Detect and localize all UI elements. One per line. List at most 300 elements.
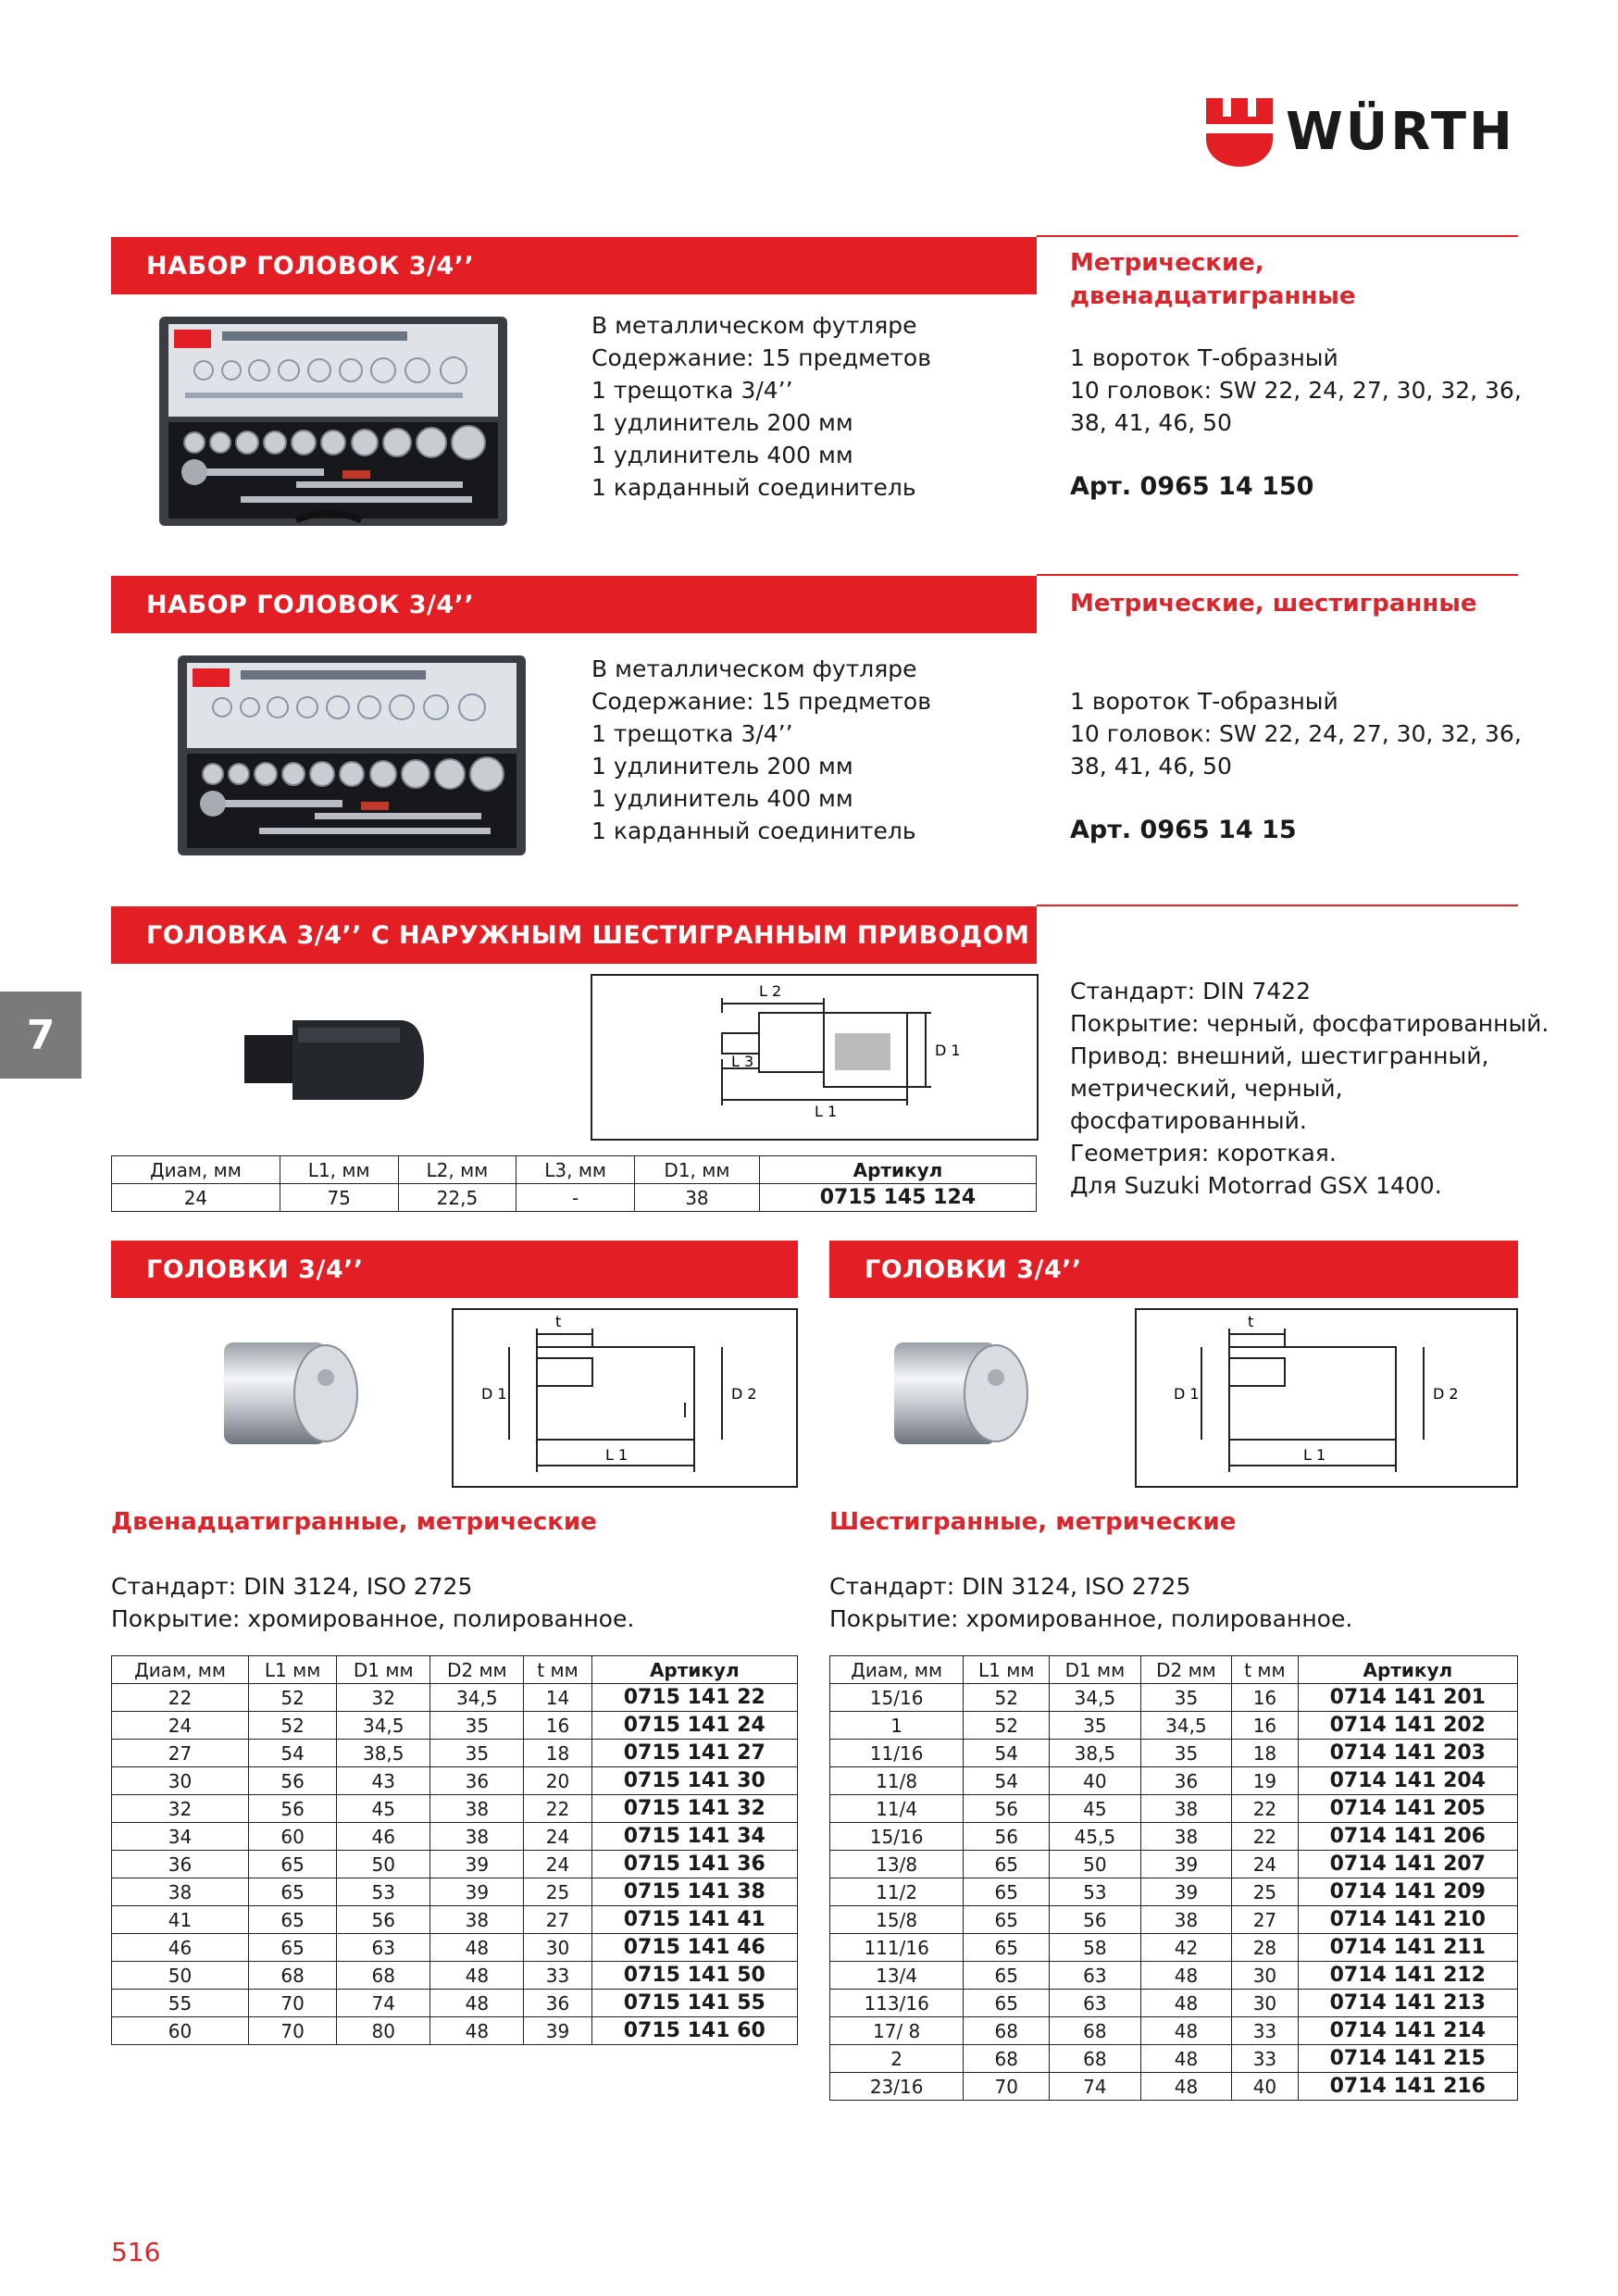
drawing-label: D 1 <box>935 1042 961 1059</box>
table-cell: 27 <box>1232 1906 1298 1934</box>
table-cell: 33 <box>1232 2045 1298 2073</box>
table-cell: 58 <box>1050 1934 1141 1962</box>
table-cell-article: 0714 141 216 <box>1298 2073 1517 2101</box>
table-row <box>112 1684 798 1712</box>
table-cell: 54 <box>964 1740 1050 1767</box>
table-cell: 70 <box>248 2017 336 2045</box>
column-header: Артикул <box>759 1156 1036 1184</box>
table-cell-article: 0714 141 206 <box>1298 1823 1517 1851</box>
description-line: 1 удлинитель 200 мм <box>591 753 853 780</box>
table-cell: 30 <box>1232 1990 1298 2017</box>
table-cell: 13/8 <box>830 1851 964 1878</box>
table-cell: 22 <box>112 1684 249 1712</box>
drawing-label: L 3 <box>731 1053 754 1070</box>
table-cell: 23/16 <box>830 2073 964 2101</box>
column-header: L2, мм <box>398 1156 517 1184</box>
table-cell-article: 0715 141 27 <box>591 1740 797 1767</box>
table-row <box>112 1184 1037 1212</box>
table-cell: 70 <box>964 2073 1050 2101</box>
table-cell-article: 0715 141 38 <box>591 1878 797 1906</box>
table-cell: 36 <box>1140 1767 1232 1795</box>
table-cell: 15/16 <box>830 1684 964 1712</box>
set-description <box>591 653 931 847</box>
table-cell: 15/16 <box>830 1823 964 1851</box>
table-row <box>112 1906 798 1934</box>
set-contents <box>1070 685 1522 782</box>
table-cell: 22 <box>1232 1795 1298 1823</box>
table-cell: 56 <box>964 1823 1050 1851</box>
table-row <box>830 1934 1518 1962</box>
spec-line: Геометрия: короткая. <box>1070 1140 1337 1167</box>
table-row <box>830 1684 1518 1712</box>
section-title-bar <box>111 237 1037 294</box>
column-header: t мм <box>524 1656 591 1684</box>
table-cell-article: 0715 141 41 <box>591 1906 797 1934</box>
table-cell: 40 <box>1050 1767 1141 1795</box>
section-title-bar <box>111 906 1037 964</box>
spec-line: Покрытие: черный, фосфатированный. <box>1070 1010 1550 1037</box>
table-row <box>112 1795 798 1823</box>
table-cell: 35 <box>430 1740 524 1767</box>
table-cell: 53 <box>337 1878 430 1906</box>
table-cell: 18 <box>1232 1740 1298 1767</box>
section-rule <box>1037 905 1518 906</box>
table-cell: 65 <box>964 1906 1050 1934</box>
table-cell-article: 0715 141 22 <box>591 1684 797 1712</box>
table-cell: 11/2 <box>830 1878 964 1906</box>
table-cell: 54 <box>248 1740 336 1767</box>
table-cell: 11/8 <box>830 1767 964 1795</box>
table-row <box>112 1740 798 1767</box>
table-cell: 25 <box>524 1878 591 1906</box>
table-cell: 48 <box>1140 2017 1232 2045</box>
table-cell: 34,5 <box>337 1712 430 1740</box>
contents-line: 38, 41, 46, 50 <box>1070 409 1232 436</box>
table-cell: 24 <box>112 1184 280 1212</box>
table-row <box>112 1990 798 2017</box>
table-cell: 38,5 <box>1050 1740 1141 1767</box>
table-row <box>830 2017 1518 2045</box>
table-row <box>830 1740 1518 1767</box>
drawing-label: D 1 <box>481 1385 507 1403</box>
table-cell: 30 <box>524 1934 591 1962</box>
set-description <box>591 309 931 504</box>
table-row <box>830 1990 1518 2017</box>
spec-line: Для Suzuki Motorrad GSX 1400. <box>1070 1172 1442 1199</box>
twelvepoint-specs <box>111 1570 634 1635</box>
table-cell-article: 0714 141 205 <box>1298 1795 1517 1823</box>
column-header: Диам, мм <box>830 1656 964 1684</box>
table-row <box>112 1851 798 1878</box>
section-rule <box>1037 235 1518 237</box>
column-header: t мм <box>1232 1656 1298 1684</box>
description-line: 1 трещотка 3/4’’ <box>591 377 793 404</box>
table-cell-article: 0714 141 203 <box>1298 1740 1517 1767</box>
table-cell: 60 <box>248 1823 336 1851</box>
table-cell: 56 <box>1050 1906 1141 1934</box>
table-cell-article: 0714 141 213 <box>1298 1990 1517 2017</box>
section-rule <box>1037 574 1518 576</box>
section-title: ГОЛОВКИ 3/4’’ <box>146 1254 364 1284</box>
table-cell-article: 0714 141 207 <box>1298 1851 1517 1878</box>
table-cell: 39 <box>1140 1878 1232 1906</box>
table-cell-article: 0715 141 24 <box>591 1712 797 1740</box>
table-cell-article: 0714 141 215 <box>1298 2045 1517 2073</box>
contents-line: 10 головок: SW 22, 24, 27, 30, 32, 36, <box>1070 720 1522 747</box>
column-header: Артикул <box>591 1656 797 1684</box>
table-cell-article: 0715 141 32 <box>591 1795 797 1823</box>
table-row <box>112 2017 798 2045</box>
spec-line: Стандарт: DIN 3124, ISO 2725 <box>111 1573 473 1600</box>
table-cell-article: 0715 141 34 <box>591 1823 797 1851</box>
column-header: L1, мм <box>280 1156 398 1184</box>
table-cell: 38 <box>430 1795 524 1823</box>
table-row <box>830 1906 1518 1934</box>
table-cell: 32 <box>337 1684 430 1712</box>
table-cell: 34 <box>112 1823 249 1851</box>
table-cell: 11/4 <box>830 1795 964 1823</box>
table-cell: 54 <box>964 1767 1050 1795</box>
table-cell: 68 <box>1050 2017 1141 2045</box>
table-cell: 2 <box>830 2045 964 2073</box>
table-cell: 17/ 8 <box>830 2017 964 2045</box>
table-cell: 63 <box>337 1934 430 1962</box>
table-cell-article: 0714 141 201 <box>1298 1684 1517 1712</box>
table-cell: 22 <box>1232 1823 1298 1851</box>
table-cell-article: 0715 141 55 <box>591 1990 797 2017</box>
table-cell: 65 <box>964 1878 1050 1906</box>
table-cell-article: 0714 141 204 <box>1298 1767 1517 1795</box>
table-cell: 48 <box>1140 1990 1232 2017</box>
table-cell: 68 <box>964 2017 1050 2045</box>
drawing-label: L 1 <box>1303 1446 1326 1464</box>
table-cell: 35 <box>1140 1740 1232 1767</box>
table-cell-article: 0714 141 212 <box>1298 1962 1517 1990</box>
table-cell: 22 <box>524 1795 591 1823</box>
table-cell: 39 <box>524 2017 591 2045</box>
spec-line: Стандарт: DIN 3124, ISO 2725 <box>829 1573 1191 1600</box>
column-header: D1 мм <box>1050 1656 1141 1684</box>
table-cell: 35 <box>1140 1684 1232 1712</box>
table-cell: 25 <box>1232 1878 1298 1906</box>
column-header: L1 мм <box>964 1656 1050 1684</box>
twelvepoint-spec-table <box>111 1655 798 2045</box>
table-cell: 68 <box>337 1962 430 1990</box>
table-row <box>830 1795 1518 1823</box>
table-cell: 16 <box>1232 1712 1298 1740</box>
spec-line: метрический, черный, <box>1070 1075 1343 1102</box>
table-cell-article: 0714 141 210 <box>1298 1906 1517 1934</box>
drawing-label: t <box>1248 1313 1254 1330</box>
table-cell: 33 <box>1232 2017 1298 2045</box>
contents-line: 1 вороток Т-образный <box>1070 344 1338 371</box>
column-header: D1, мм <box>634 1156 759 1184</box>
table-cell: 20 <box>524 1767 591 1795</box>
contents-line: 10 головок: SW 22, 24, 27, 30, 32, 36, <box>1070 377 1522 404</box>
table-row <box>830 1767 1518 1795</box>
table-cell: 30 <box>112 1767 249 1795</box>
table-cell: 24 <box>524 1823 591 1851</box>
twelvepoint-socket-drawing <box>452 1308 798 1488</box>
table-cell: 113/16 <box>830 1990 964 2017</box>
description-line: 1 удлинитель 400 мм <box>591 785 853 812</box>
socket-set-case-photo <box>157 315 509 528</box>
chrome-socket-photo <box>215 1333 372 1454</box>
table-cell: 65 <box>248 1878 336 1906</box>
table-cell: 68 <box>964 2045 1050 2073</box>
table-cell: 65 <box>248 1851 336 1878</box>
description-line: 1 карданный соединитель <box>591 817 916 844</box>
table-cell: 48 <box>430 1962 524 1990</box>
table-cell: 68 <box>248 1962 336 1990</box>
section-subtitle: Метрические, шестигранные <box>1070 590 1477 618</box>
sixpoint-socket-drawing <box>1135 1308 1518 1488</box>
table-cell: 34,5 <box>430 1684 524 1712</box>
table-cell: 65 <box>248 1934 336 1962</box>
table-cell: 32 <box>112 1795 249 1823</box>
drawing-label: D 1 <box>1174 1385 1200 1403</box>
table-cell: 50 <box>1050 1851 1141 1878</box>
description-line: Содержание: 15 предметов <box>591 688 931 715</box>
table-cell-article: 0715 141 36 <box>591 1851 797 1878</box>
table-header-row <box>112 1156 1037 1184</box>
table-cell: 24 <box>1232 1851 1298 1878</box>
section-title: НАБОР ГОЛОВОК 3/4’’ <box>146 251 475 281</box>
table-cell: 35 <box>430 1712 524 1740</box>
table-cell: 22,5 <box>398 1184 517 1212</box>
section-title-bar <box>829 1241 1518 1298</box>
column-header: Артикул <box>1298 1656 1517 1684</box>
table-cell: - <box>517 1184 635 1212</box>
table-cell: 42 <box>1140 1934 1232 1962</box>
table-cell: 38 <box>634 1184 759 1212</box>
description-line: 1 трещотка 3/4’’ <box>591 720 793 747</box>
table-row <box>112 1712 798 1740</box>
table-row <box>830 1823 1518 1851</box>
table-cell: 46 <box>337 1823 430 1851</box>
description-line: В металлическом футляре <box>591 655 917 682</box>
table-cell: 48 <box>430 2017 524 2045</box>
section-subtitle: Двенадцатигранные, метрические <box>111 1508 597 1536</box>
section-title-bar <box>111 1241 798 1298</box>
table-cell: 45 <box>337 1795 430 1823</box>
contents-line: 38, 41, 46, 50 <box>1070 753 1232 780</box>
column-header: L1 мм <box>248 1656 336 1684</box>
table-cell: 36 <box>430 1767 524 1795</box>
table-cell: 39 <box>430 1878 524 1906</box>
table-cell: 38 <box>1140 1906 1232 1934</box>
column-header: D2 мм <box>1140 1656 1232 1684</box>
drawing-label: D 2 <box>731 1385 757 1403</box>
table-cell: 45 <box>1050 1795 1141 1823</box>
column-header: D1 мм <box>337 1656 430 1684</box>
contents-line: 1 вороток Т-образный <box>1070 688 1338 715</box>
description-line: 1 удлинитель 200 мм <box>591 409 853 436</box>
chapter-tab: 7 <box>0 992 81 1079</box>
table-row <box>112 1962 798 1990</box>
sixpoint-spec-table <box>829 1655 1518 2101</box>
section-subtitle: Метрические, двенадцатигранные <box>1070 249 1356 310</box>
drawing-label: L 1 <box>605 1446 629 1464</box>
table-cell: 39 <box>430 1851 524 1878</box>
table-row <box>830 2073 1518 2101</box>
table-header-row <box>830 1656 1518 1684</box>
table-cell: 52 <box>248 1684 336 1712</box>
drawing-label: D 2 <box>1433 1385 1459 1403</box>
table-row <box>112 1878 798 1906</box>
table-cell: 39 <box>1140 1851 1232 1878</box>
table-cell: 15/8 <box>830 1906 964 1934</box>
table-cell: 24 <box>112 1712 249 1740</box>
table-row <box>112 1823 798 1851</box>
drawing-label: L 2 <box>759 982 782 1000</box>
section-title: ГОЛОВКА 3/4’’ С НАРУЖНЫМ ШЕСТИГРАННЫМ ПРИВОДОМ <box>146 920 1030 950</box>
table-cell: 34,5 <box>1140 1712 1232 1740</box>
table-cell: 65 <box>248 1906 336 1934</box>
section-subtitle: Шестигранные, метрические <box>829 1508 1237 1536</box>
table-cell: 56 <box>248 1795 336 1823</box>
table-cell: 65 <box>964 1990 1050 2017</box>
table-cell: 65 <box>964 1962 1050 1990</box>
table-cell-article: 0715 141 46 <box>591 1934 797 1962</box>
table-cell: 43 <box>337 1767 430 1795</box>
hexdrive-specs <box>1070 975 1549 1202</box>
table-cell: 65 <box>964 1851 1050 1878</box>
table-cell: 30 <box>1232 1962 1298 1990</box>
table-cell: 52 <box>248 1712 336 1740</box>
table-cell: 63 <box>1050 1962 1141 1990</box>
table-cell: 52 <box>964 1684 1050 1712</box>
table-row <box>830 1851 1518 1878</box>
table-cell-article: 0714 141 202 <box>1298 1712 1517 1740</box>
table-cell-article: 0715 145 124 <box>759 1184 1036 1212</box>
table-cell: 45,5 <box>1050 1823 1141 1851</box>
table-cell: 65 <box>964 1934 1050 1962</box>
table-cell: 27 <box>524 1906 591 1934</box>
section-title: НАБОР ГОЛОВОК 3/4’’ <box>146 590 475 619</box>
socket-set-case-photo <box>176 654 528 857</box>
table-cell: 46 <box>112 1934 249 1962</box>
table-cell: 63 <box>1050 1990 1141 2017</box>
drawing-label: t <box>555 1313 562 1330</box>
table-row <box>830 1962 1518 1990</box>
table-cell: 41 <box>112 1906 249 1934</box>
chrome-socket-photo <box>885 1333 1042 1454</box>
table-cell: 19 <box>1232 1767 1298 1795</box>
table-cell: 48 <box>1140 2073 1232 2101</box>
table-row <box>112 1934 798 1962</box>
table-cell: 14 <box>524 1684 591 1712</box>
table-cell: 56 <box>248 1767 336 1795</box>
spec-line: фосфатированный. <box>1070 1107 1307 1134</box>
hexdrive-spec-table <box>111 1155 1037 1212</box>
table-cell: 80 <box>337 2017 430 2045</box>
spec-line: Покрытие: хромированное, полированное. <box>829 1605 1353 1632</box>
table-row <box>830 1878 1518 1906</box>
table-row <box>830 2045 1518 2073</box>
table-cell: 38 <box>112 1878 249 1906</box>
table-cell: 60 <box>112 2017 249 2045</box>
spec-line: Покрытие: хромированное, полированное. <box>111 1605 635 1632</box>
table-cell: 28 <box>1232 1934 1298 1962</box>
table-cell: 34,5 <box>1050 1684 1141 1712</box>
table-cell: 38 <box>1140 1823 1232 1851</box>
table-cell-article: 0714 141 214 <box>1298 2017 1517 2045</box>
table-cell: 40 <box>1232 2073 1298 2101</box>
table-cell: 38 <box>430 1906 524 1934</box>
table-cell: 50 <box>112 1962 249 1990</box>
spec-line: Привод: внешний, шестигранный, <box>1070 1042 1489 1069</box>
article-number: Арт. 0965 14 150 <box>1070 472 1314 501</box>
drawing-label: L 1 <box>815 1103 838 1120</box>
table-header-row <box>112 1656 798 1684</box>
wurth-logo <box>1206 96 1521 167</box>
table-cell: 27 <box>112 1740 249 1767</box>
table-cell: 48 <box>430 1934 524 1962</box>
table-cell: 48 <box>1140 1962 1232 1990</box>
description-line: 1 удлинитель 400 мм <box>591 442 853 468</box>
article-number: Арт. 0965 14 15 <box>1070 816 1297 844</box>
brand-name: WÜRTH <box>1286 102 1515 162</box>
description-line: 1 карданный соединитель <box>591 474 916 501</box>
table-cell: 56 <box>337 1906 430 1934</box>
hex-drive-socket-drawing <box>591 974 1039 1141</box>
table-cell: 53 <box>1050 1878 1141 1906</box>
column-header: L3, мм <box>517 1156 635 1184</box>
table-cell: 52 <box>964 1712 1050 1740</box>
table-cell: 55 <box>112 1990 249 2017</box>
table-cell: 35 <box>1050 1712 1141 1740</box>
wurth-logo-icon <box>1206 98 1273 167</box>
table-cell: 36 <box>524 1990 591 2017</box>
table-cell: 36 <box>112 1851 249 1878</box>
table-cell-article: 0714 141 211 <box>1298 1934 1517 1962</box>
section-title-bar <box>111 576 1037 633</box>
table-cell: 16 <box>524 1712 591 1740</box>
table-cell: 111/16 <box>830 1934 964 1962</box>
column-header: Диам, мм <box>112 1656 249 1684</box>
table-cell: 48 <box>1140 2045 1232 2073</box>
table-cell: 75 <box>280 1184 398 1212</box>
table-cell: 48 <box>430 1990 524 2017</box>
table-cell-article: 0714 141 209 <box>1298 1878 1517 1906</box>
table-cell: 18 <box>524 1740 591 1767</box>
column-header: D2 мм <box>430 1656 524 1684</box>
table-cell: 16 <box>1232 1684 1298 1712</box>
table-cell: 74 <box>1050 2073 1141 2101</box>
table-cell: 38 <box>1140 1795 1232 1823</box>
table-cell: 13/4 <box>830 1962 964 1990</box>
table-cell: 38,5 <box>337 1740 430 1767</box>
column-header: Диам, мм <box>112 1156 280 1184</box>
spec-line: Стандарт: DIN 7422 <box>1070 978 1311 1004</box>
table-cell: 74 <box>337 1990 430 2017</box>
hex-drive-socket-photo <box>243 1009 428 1111</box>
table-cell-article: 0715 141 50 <box>591 1962 797 1990</box>
table-cell: 50 <box>337 1851 430 1878</box>
table-cell: 70 <box>248 1990 336 2017</box>
description-line: В металлическом футляре <box>591 312 917 339</box>
table-row <box>112 1767 798 1795</box>
table-row <box>830 1712 1518 1740</box>
table-cell-article: 0715 141 60 <box>591 2017 797 2045</box>
table-cell: 56 <box>964 1795 1050 1823</box>
table-cell: 68 <box>1050 2045 1141 2073</box>
description-line: Содержание: 15 предметов <box>591 344 931 371</box>
table-cell-article: 0715 141 30 <box>591 1767 797 1795</box>
set-contents <box>1070 342 1522 439</box>
table-cell: 24 <box>524 1851 591 1878</box>
